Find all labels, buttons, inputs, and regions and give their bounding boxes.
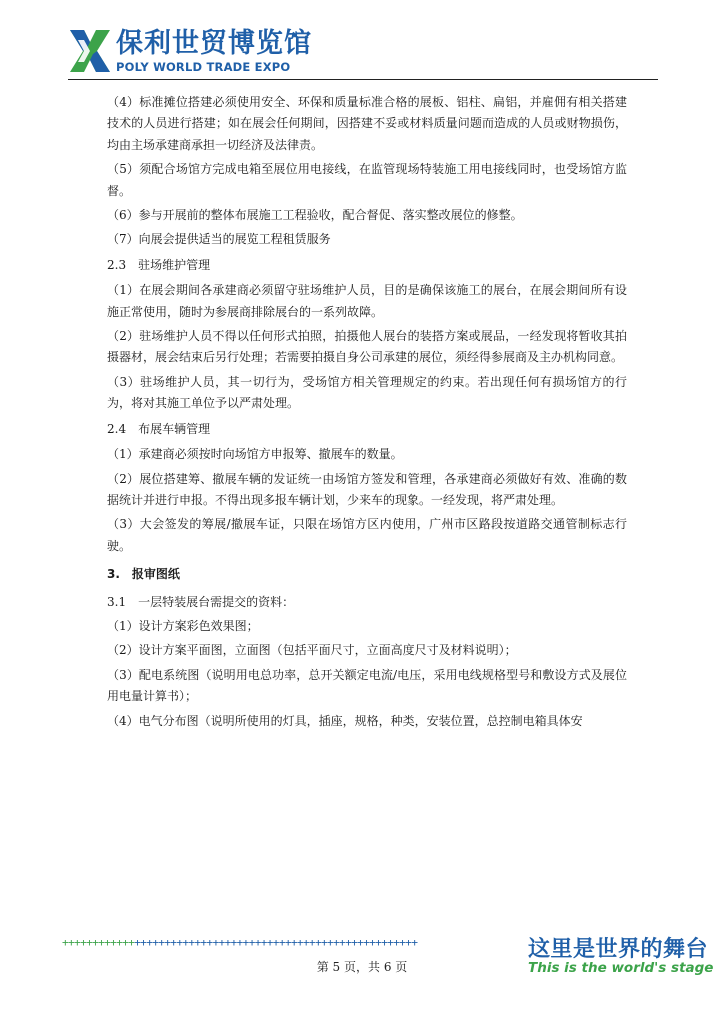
slogan-en: This is the world's stage: [528, 960, 714, 976]
brand-name-en: POLY WORLD TRADE EXPO: [116, 60, 291, 74]
footer-plus-dark: +++++++++++++++++++++++++++++++++++++++++++++++: [134, 936, 418, 949]
paragraph: （6）参与开展前的整体布展施工工程验收，配合督促、落实整改展位的修整。: [107, 208, 523, 223]
paragraph: （5）须配合场馆方完成电箱至展位用电接线，在监管现场特装施工用电接线同时，也受场馆方监督。: [107, 162, 627, 198]
paragraph: （2）展位搭建筹、撤展车辆的发证统一由场馆方签发和管理，各承建商必须做好有效、准确的数据统计并进行申报。不得出现多报车辆计划，少来车的现象。一经发现，将严肃处理。: [107, 471, 627, 507]
paragraph: （1）设计方案彩色效果图；: [107, 618, 259, 633]
paragraph: （4）标准摊位搭建必须使用安全、环保和质量标准合格的展板、铝柱、扁铝，并雇佣有相关搭建技术的人员进行搭建；如在展会任何期间，因搭建不妥或材料质量问题而造成的人员或财物损伤，均由主场承建商承担一切经济及法律责。: [107, 95, 627, 152]
document-body: [107, 92, 627, 732]
slogan-cn: 这里是世界的舞台: [528, 937, 709, 962]
page-number: 第 5 页，共 6 页: [316, 960, 408, 974]
paragraph: （3）大会签发的筹展/撤展车证，只限在场馆方区内使用，广州市区路段按道路交通管制标志行驶。: [107, 517, 627, 553]
paragraph: （1）在展会期间各承建商必须留守驻场维护人员，目的是确保该施工的展台，在展会期间所有设施正常使用，随时为参展商排除展台的一系列故障。: [107, 283, 627, 319]
paragraph: （2）驻场维护人员不得以任何形式拍照，拍摄他人展台的装搭方案或展品，一经发现将暂收其拍摄器材，展会结束后另行处理；若需要拍摄自身公司承建的展位，须经得参展商及主办机构同意。: [107, 329, 627, 365]
chapter-heading: 3. 报审图纸: [107, 567, 180, 582]
poly-logo-icon: [70, 30, 110, 72]
brand-name-cn: 保利世贸博览馆: [116, 28, 312, 59]
footer-plus-green: ++++++++++++: [62, 936, 135, 949]
paragraph: （3）配电系统图（说明用电总功率，总开关额定电流/电压，采用电线规格型号和敷设方式及展位用电量计算书）；: [107, 667, 627, 704]
header-divider: [68, 79, 658, 80]
paragraph: （7）向展会提供适当的展览工程租赁服务: [107, 232, 331, 247]
paragraph: （3）驻场维护人员，其一切行为，受场馆方相关管理规定的约束。若出现任何有损场馆方的行为，将对其施工单位予以严肃处理。: [107, 374, 627, 411]
section-heading: 2.4 布展车辆管理: [107, 421, 211, 436]
footer-divider: [62, 936, 522, 949]
paragraph: （1）承建商必须按时向场馆方申报筹、撤展车的数量。: [107, 447, 403, 462]
paragraph: （4）电气分布图（说明所使用的灯具，插座，规格，种类，安装位置，总控制电箱具体安: [107, 713, 583, 728]
paragraph: （2）设计方案平面图，立面图（包括平面尺寸，立面高度尺寸及材料说明）；: [107, 643, 517, 658]
section-heading: 3.1 一层特装展台需提交的资料：: [107, 594, 295, 609]
section-heading: 2.3 驻场维护管理: [107, 257, 211, 272]
